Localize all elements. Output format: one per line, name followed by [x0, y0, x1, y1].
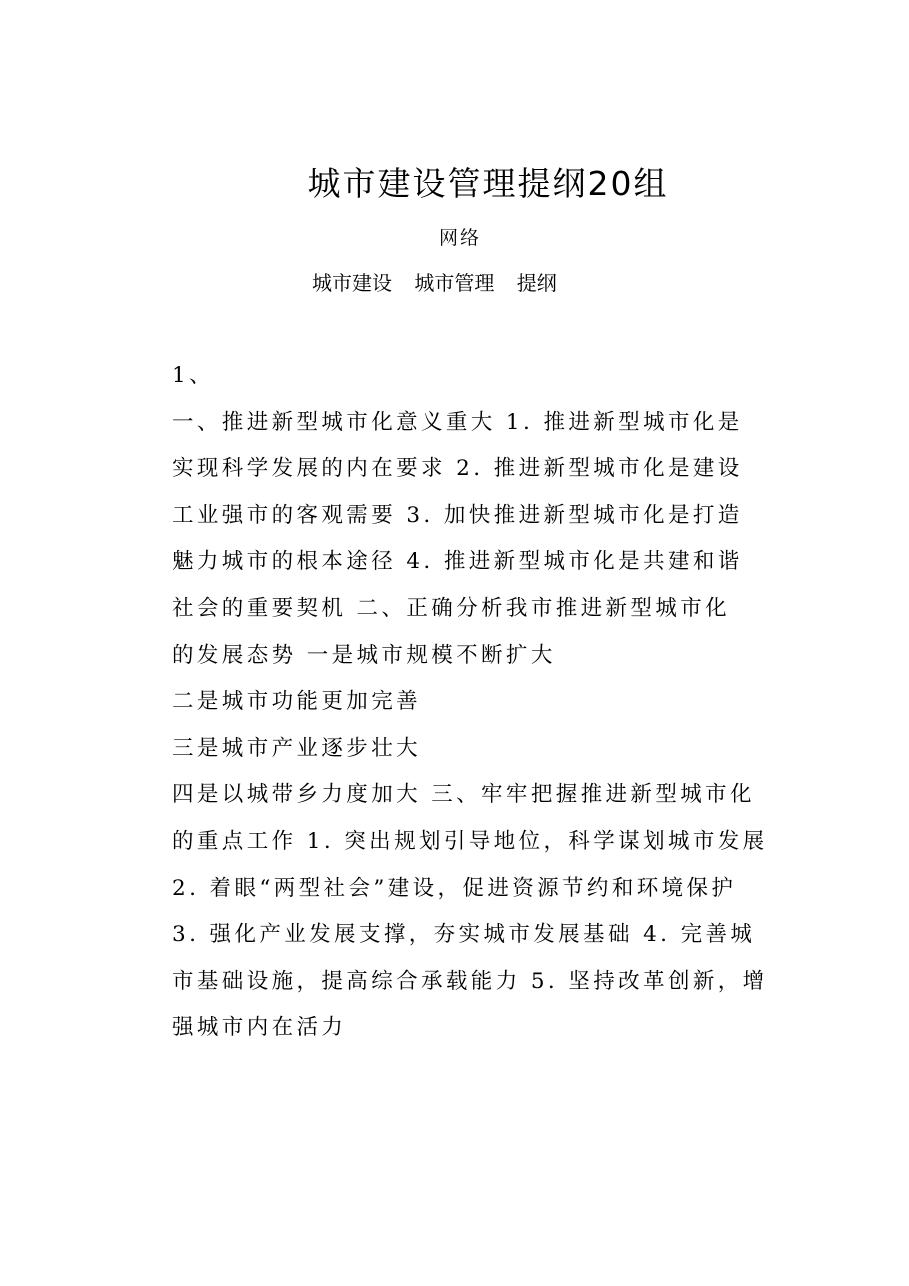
text-line: 的发展态势 一是城市规模不断扩大 — [172, 642, 556, 668]
keyword-list — [312, 267, 573, 299]
text-line: 的重点工作 1. 突出规划引导地位，科学谋划城市发展 — [172, 828, 768, 854]
text-line: 实现科学发展的内在要求 2. 推进新型城市化是建设 — [172, 456, 743, 482]
text-line: 市基础设施，提高综合承载能力 5. 坚持改革创新，增 — [172, 968, 768, 994]
text-line: 二是城市功能更加完善 — [172, 689, 422, 715]
text-line: 2. 着眼“两型社会”建设，促进资源节约和环境保护 — [172, 875, 737, 901]
text-line: 三是城市产业逐步壮大 — [172, 735, 422, 761]
text-line: 强城市内在活力 — [172, 1015, 347, 1041]
keyword: 城市管理 — [414, 271, 495, 295]
document-body — [172, 360, 772, 1059]
text-line: 四是以城带乡力度加大 三、牢牢把握推进新型城市化 — [172, 782, 755, 808]
document-author: 网络 — [438, 227, 481, 249]
text-line: 魅力城市的根本途径 4. 推进新型城市化是共建和谐 — [172, 549, 743, 575]
text-line: 3. 强化产业发展支撑，夯实城市发展基础 4. 完善城 — [172, 922, 756, 948]
keyword: 城市建设 — [312, 271, 392, 295]
text-line: 一、推进新型城市化意义重大 1. 推进新型城市化是 — [172, 409, 743, 435]
text-line: 1、 — [172, 363, 214, 388]
text-line: 工业强市的客观需要 3. 加快推进新型城市化是打造 — [172, 502, 743, 528]
keyword: 提纲 — [516, 271, 557, 295]
text-line: 社会的重要契机 二、正确分析我市推进新型城市化 — [172, 595, 731, 621]
document-title: 城市建设管理提纲20组 — [307, 164, 669, 203]
